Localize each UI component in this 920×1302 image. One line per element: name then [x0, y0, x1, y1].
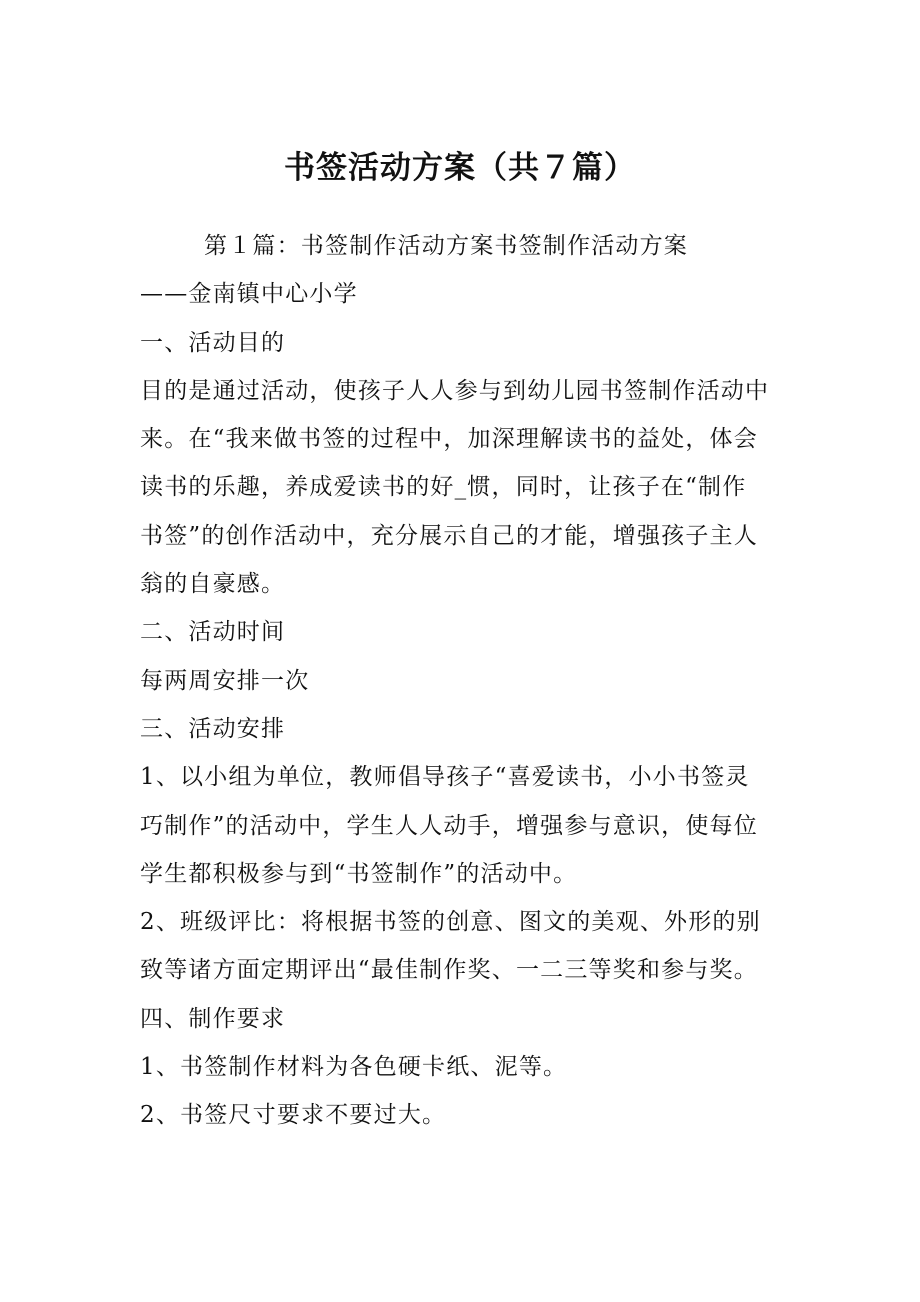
section-heading-purpose: 一、活动目的: [140, 329, 286, 356]
section-heading-time: 二、活动时间: [140, 619, 286, 646]
paragraph-line: 每两周安排一次: [140, 667, 310, 694]
document-title: 书签活动方案（共７篇）: [284, 150, 636, 186]
paragraph-line: 读书的乐趣，养成爱读书的好_惯，同时，让孩子在“制作: [140, 474, 747, 501]
paragraph-line: 1、以小组为单位，教师倡导孩子“喜爱读书，小小书签灵: [140, 764, 750, 791]
author-line: ——金南镇中心小学: [140, 281, 358, 308]
section-heading-arrangement: 三、活动安排: [140, 715, 286, 742]
paragraph-line: 2、书签尺寸要求不要过大。: [140, 1102, 447, 1129]
paragraph-line: 目的是通过活动，使孩子人人参与到幼儿园书签制作活动中: [140, 377, 770, 404]
paragraph-line: 翁的自豪感。: [140, 571, 286, 598]
section-heading-requirements: 四、制作要求: [140, 1005, 286, 1032]
paragraph-line: 1、书签制作材料为各色硬卡纸、泥等。: [140, 1054, 568, 1081]
paragraph-line: 致等诸方面定期评出“最佳制作奖、一二三等奖和参与奖。: [140, 957, 758, 984]
paragraph-line: 2、班级评比：将根据书签的创意、图文的美观、外形的别: [140, 909, 761, 936]
document-body: [140, 222, 800, 1140]
paragraph-line: 学生都积极参与到“书签制作”的活动中。: [140, 860, 578, 887]
paragraph-line: 巧制作”的活动中，学生人人动手，增强参与意识，使每位: [140, 812, 758, 839]
chapter-heading: 第１篇：书签制作活动方案书签制作活动方案: [204, 233, 688, 259]
paragraph-line: 书签”的创作活动中，充分展示自己的才能，增强孩子主人: [140, 522, 758, 549]
paragraph-line: 来。在“我来做书签的过程中，加深理解读书的益处，体会: [140, 426, 758, 453]
